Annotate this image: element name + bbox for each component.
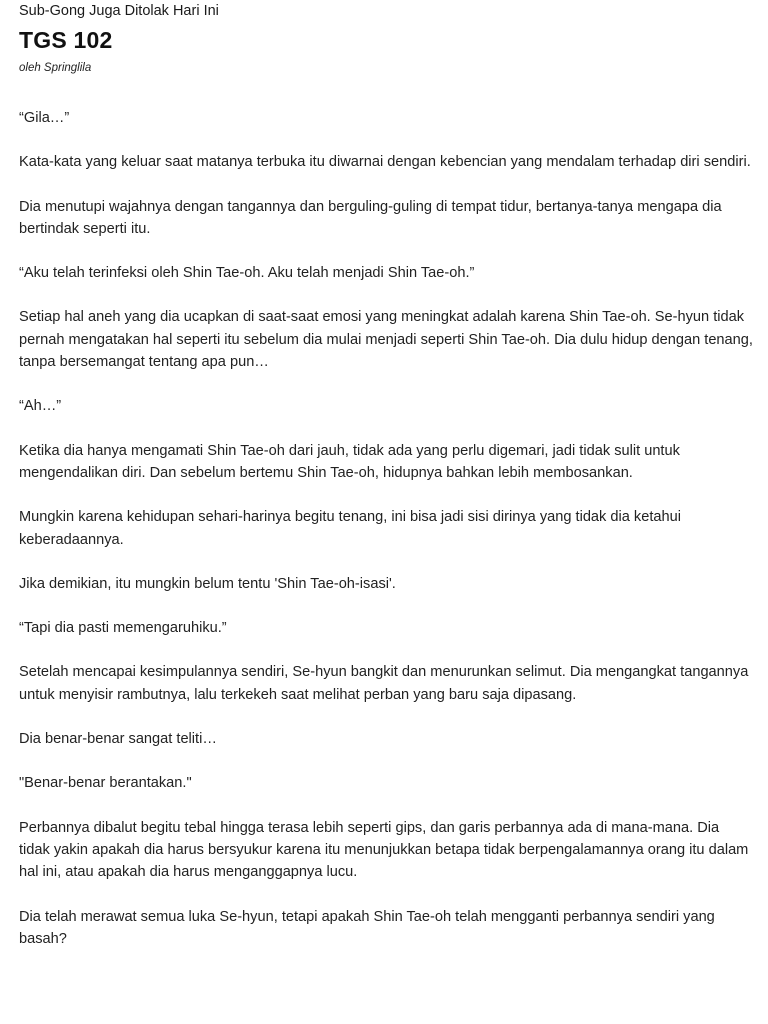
paragraph: Setiap hal aneh yang dia ucapkan di saat-saat emosi yang meningkat adalah karena Shin Tae-oh. Se-hyun tidak pernah mengatakan hal seperti itu sebelum dia mulai menjadi seperti Shin Tae-oh. Dia dulu hidup dengan tenang, tanpa bersemangat tentang apa pun…: [19, 309, 753, 371]
paragraph: Dia benar-benar sangat teliti…: [19, 731, 217, 748]
paragraph: “Tapi dia pasti memengaruhiku.”: [19, 620, 227, 637]
chapter-title: TGS 102: [19, 27, 113, 53]
paragraph: Mungkin karena kehidupan sehari-harinya begitu tenang, ini bisa jadi sisi dirinya yang tidak dia ketahui keberadaannya.: [19, 509, 681, 548]
paragraph: Kata-kata yang keluar saat matanya terbuka itu diwarnai dengan kebencian yang mendalam terhadap diri sendiri.: [19, 154, 751, 171]
paragraph: Ketika dia hanya mengamati Shin Tae-oh dari jauh, tidak ada yang perlu digemari, jadi tidak sulit untuk mengendalikan diri. Dan sebelum bertemu Shin Tae-oh, hidupnya bahkan lebih membosankan.: [19, 442, 680, 481]
paragraph: Jika demikian, itu mungkin belum tentu 'Shin Tae-oh-isasi'.: [19, 575, 396, 592]
paragraph: Dia telah merawat semua luka Se-hyun, tetapi apakah Shin Tae-oh telah mengganti perbannya sendiri yang basah?: [19, 908, 715, 947]
document-page: [19, 0, 753, 972]
author-credit: oleh Springlila: [19, 62, 92, 74]
paragraph: "Benar-benar berantakan.": [19, 775, 192, 792]
paragraph: Setelah mencapai kesimpulannya sendiri, Se-hyun bangkit dan menurunkan selimut. Dia mengangkat tangannya untuk menyisir rambutnya, lalu terkekeh saat melihat perban yang baru saja dipasang.: [19, 664, 749, 703]
paragraph: “Ah…”: [19, 398, 62, 415]
paragraph: Perbannya dibalut begitu tebal hingga terasa lebih seperti gips, dan garis perbannya ada di mana-mana. Dia tidak yakin apakah dia harus bersyukur karena itu menunjukkan betapa tidak berpengalamannya orang itu dalam hal ini, atau apakah dia harus menganggapnya lucu.: [19, 819, 749, 881]
series-title: Sub-Gong Juga Ditolak Hari Ini: [19, 3, 219, 19]
chapter-body: [19, 107, 753, 950]
paragraph: Dia menutupi wajahnya dengan tangannya dan berguling-guling di tempat tidur, bertanya-tanya mengapa dia bertindak seperti itu.: [19, 198, 722, 237]
paragraph: “Aku telah terinfeksi oleh Shin Tae-oh. Aku telah menjadi Shin Tae-oh.”: [19, 265, 475, 282]
paragraph: “Gila…”: [19, 110, 70, 126]
